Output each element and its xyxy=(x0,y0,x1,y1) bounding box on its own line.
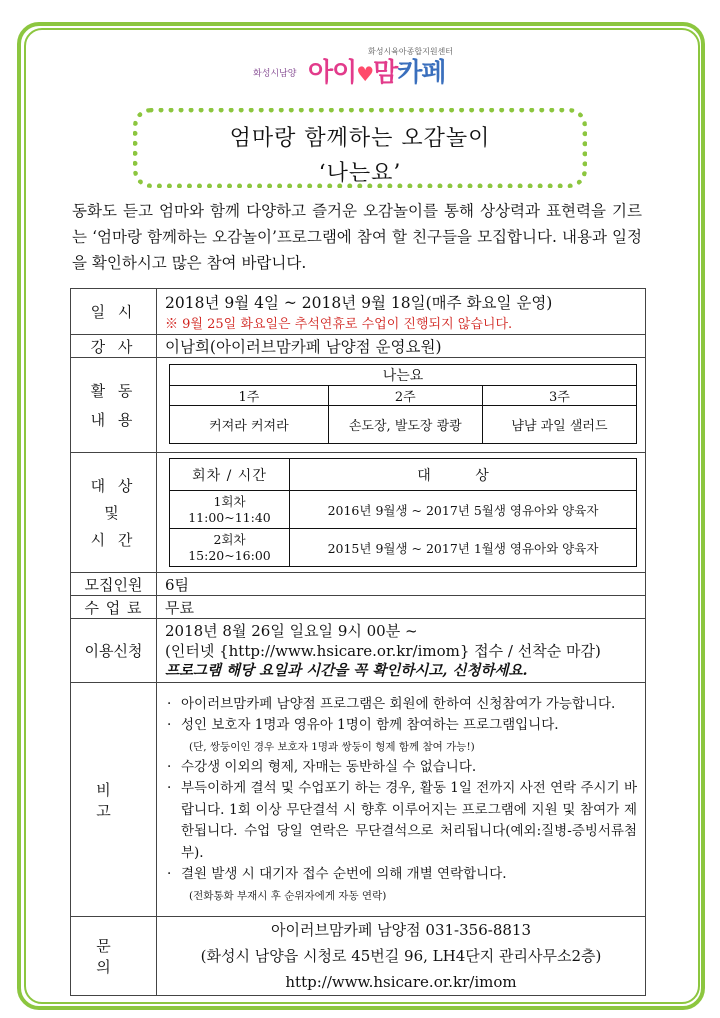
remark-text: 수강생 이외의 형제, 자매는 동반하실 수 없습니다. xyxy=(181,758,477,775)
logo-brand-c: 카페 xyxy=(397,58,446,88)
schedule-note: ※ 9월 25일 화요일은 추석연휴로 수업이 진행되지 않습니다. xyxy=(165,317,513,332)
title-line1: 엄마랑 함께하는 오감놀이 xyxy=(229,126,491,151)
remark-note: (단, 쌍둥이인 경우 보호자 1명과 쌍둥이 형제 함께 참여 가능!) xyxy=(189,740,475,753)
apply-label: 이용신청 xyxy=(71,619,157,683)
heart-icon: ♥ xyxy=(356,62,374,86)
target-table xyxy=(169,458,637,567)
activity-table xyxy=(169,364,637,444)
target-label-a: 대 상 xyxy=(90,477,137,495)
remark-text: 부득이하게 결석 및 수업포기 하는 경우, 활동 1일 전까지 사전 연락 주시기 바랍니다. 1회 이상 무단결석 시 향후 이루어지는 프로그램에 지원 및 참여가 제한됩니다. 수업 당일 연락은 무단결석으로 처리됩니다(예외:질병-증빙서류첨부). xyxy=(181,780,637,861)
remarks-label: 비 고 xyxy=(71,683,157,917)
capacity-label: 모집인원 xyxy=(71,573,157,596)
session-range: 11:00~11:40 xyxy=(188,509,271,525)
logo-brand-a: 아이 xyxy=(308,58,357,88)
contact-url[interactable]: http://www.hsicare.or.kr/imom xyxy=(285,973,517,991)
remark-item: · 아이러브맘카페 남양점 프로그램은 회원에 한하여 신청참여가 가능합니다. xyxy=(167,694,637,716)
remark-item: · 성인 보호자 1명과 영유아 1명이 함께 참여하는 프로그램입니다. xyxy=(167,715,637,737)
contact-cell xyxy=(157,917,646,996)
apply-cell xyxy=(157,619,646,683)
target-header: 대 상 xyxy=(290,459,637,491)
week-header: 1주 xyxy=(170,386,329,406)
instructor-label: 강 사 xyxy=(71,335,157,358)
logo-center-name: 화성시육아종합지원센터 xyxy=(368,47,454,56)
remark-text: 아이러브맘카페 남양점 프로그램은 회원에 한하여 신청참여가 가능합니다. xyxy=(181,695,616,712)
contact-phone: 아이러브맘카페 남양점 031-356-8813 xyxy=(270,921,531,939)
remark-text: 성인 보호자 1명과 영유아 1명이 함께 참여하는 프로그램입니다. xyxy=(181,717,559,733)
activity-cell xyxy=(157,358,646,453)
week-content: 냠냠 과일 샐러드 xyxy=(482,406,636,444)
logo xyxy=(250,42,490,88)
target-label-c: 시 간 xyxy=(90,531,137,549)
week-content: 손도장, 발도장 쾅쾅 xyxy=(328,406,482,444)
remark-item: · 부득이하게 결석 및 수업포기 하는 경우, 활동 1일 전까지 사전 연락 주시기 바랍니다. 1회 이상 무단결석 시 향후 이루어지는 프로그램에 지원 및 참여가 제한됩니다. 수업 당일 연락은 무단결석으로 처리됩니다(예외:질병-증빙서류첨부). xyxy=(167,778,637,864)
fee-value: 무료 xyxy=(157,596,646,619)
session-target: 2015년 9월생 ~ 2017년 1월생 영유아와 양육자 xyxy=(290,529,637,567)
target-label-b: 및 xyxy=(104,504,123,522)
logo-tagline: 화성시남양 xyxy=(253,69,297,79)
logo-brand-b: 맘 xyxy=(373,58,398,88)
session-target: 2016년 9월생 ~ 2017년 5월생 영유아와 양육자 xyxy=(290,491,637,529)
remark-item: · 수강생 이외의 형제, 자매는 동반하실 수 없습니다. xyxy=(167,757,637,779)
instructor-value: 이남희(아이러브맘카페 남양점 운영요원) xyxy=(157,335,646,358)
session-number: 1회차 xyxy=(213,493,246,509)
schedule-cell xyxy=(157,289,646,335)
apply-notice: 프로그램 해당 요일과 시간을 꼭 확인하시고, 신청하세요. xyxy=(165,661,528,679)
activity-program: 나는요 xyxy=(170,365,637,386)
target-cell xyxy=(157,453,646,573)
schedule-date: 2018년 9월 4일 ~ 2018년 9월 18일(매주 화요일 운영) xyxy=(165,294,553,312)
info-table xyxy=(70,288,646,996)
fee-label: 수 업 료 xyxy=(71,596,157,619)
capacity-value: 6팀 xyxy=(157,573,646,596)
session-number: 2회차 xyxy=(213,531,246,547)
session-time xyxy=(170,529,290,567)
title-line2: ‘나는요’ xyxy=(318,161,402,186)
remark-note: (전화통화 부재시 후 순위자에게 자동 연락) xyxy=(189,889,387,902)
week-header: 3주 xyxy=(482,386,636,406)
time-header: 회차 / 시간 xyxy=(170,459,290,491)
session-range: 15:20~16:00 xyxy=(188,547,271,563)
schedule-label: 일 시 xyxy=(71,289,157,335)
remark-text: 결원 발생 시 대기자 접수 순번에 의해 개별 연락합니다. xyxy=(181,866,507,882)
title-box xyxy=(133,108,587,188)
activity-label xyxy=(71,358,157,453)
logo-brand xyxy=(308,52,446,89)
contact-label: 문 의 xyxy=(71,917,157,996)
remarks-cell xyxy=(157,683,646,917)
contact-address: (화성시 남양읍 시청로 45번길 96, LH4단지 관리사무소2층) xyxy=(200,947,602,965)
week-header: 2주 xyxy=(328,386,482,406)
apply-start: 2018년 8월 26일 일요일 9시 00분 ~ xyxy=(165,621,418,640)
remark-item: · 결원 발생 시 대기자 접수 순번에 의해 개별 연락합니다. xyxy=(167,864,637,886)
activity-label-a: 활 동 xyxy=(90,382,137,400)
week-content: 커져라 커져라 xyxy=(170,406,329,444)
intro-paragraph: 동화도 듣고 엄마와 함께 다양하고 즐거운 오감놀이를 통해 상상력과 표현력을 기르는 ‘엄마랑 함께하는 오감놀이’프로그램에 참여 할 친구들을 모집합니다. 내용과 일정을 확인하시고 많은 참여 바랍니다. xyxy=(72,202,642,272)
target-label xyxy=(71,453,157,573)
session-time xyxy=(170,491,290,529)
activity-label-b: 내 용 xyxy=(90,411,137,429)
apply-method: (인터넷 {http://www.hsicare.or.kr/imom} 접수 / 선착순 마감) xyxy=(165,641,601,660)
